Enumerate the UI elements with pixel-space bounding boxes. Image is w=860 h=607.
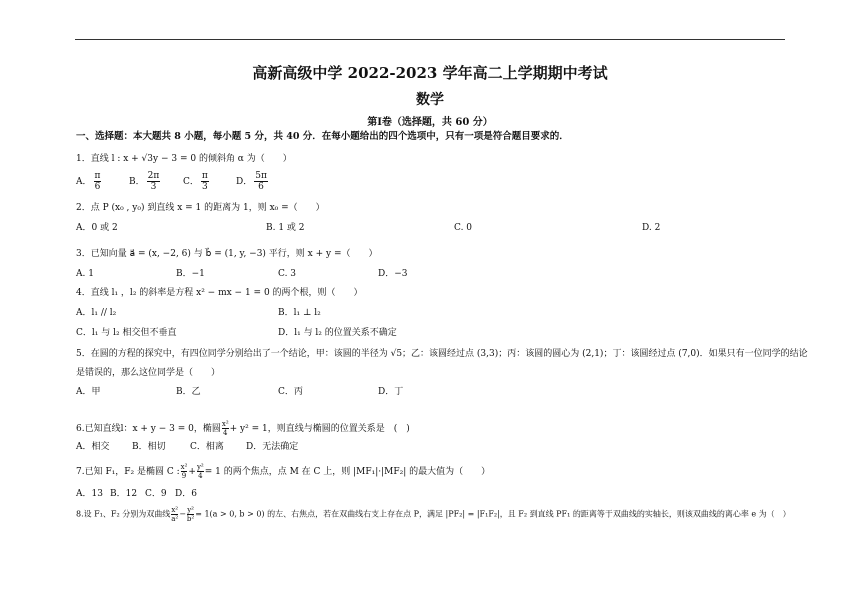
q5-option-b: B．乙 [176,387,201,397]
q4-option-a: A．l₁ // l₂ [76,308,117,318]
q5-option-a: A．甲 [76,387,101,397]
question-3-stem: 3．已知向量 a⃗ = (x, −2, 6) 与 b⃗ = (1, y, −3) 平行，则 x + y =（ ） [76,249,378,259]
question-5-stem-line2: 是错误的，那么这位同学是（ ） [76,368,221,378]
q2-option-c: C. 0 [454,223,473,233]
q3-option-c: C. 3 [278,269,297,279]
q2-option-a: A．0 或 2 [76,223,118,233]
q3-option-a: A. 1 [76,269,94,279]
q3-option-b: B．−1 [176,269,205,279]
question-2-stem: 2．点 P (x₀ , y₀) 到直线 x = 1 的距离为 1，则 x₀ =（ ） [76,203,325,213]
q2-option-d: D. 2 [642,223,661,233]
q4-option-d: D．l₁ 与 l₂ 的位置关系不确定 [278,328,397,338]
section-heading: 一、选择题：本大题共 8 小题，每小题 5 分，共 40 分．在每小题给出的四个选项中，只有一项是符合题目要求的． [76,131,569,142]
q3-option-d: D．−3 [378,269,408,279]
q7-option-a: A．13 [76,489,103,499]
question-7-stem: 7.已知 F₁，F₂ 是椭圆 C : $\frac{\text{x²}}{9}$ + $\frac{\text{y²}}{4}$ = 1 的两个焦点，点 M 在 C 上，则 |MF₁|·|MF₂| 的最大值为（ ） [76,463,491,480]
q7-option-d: D．6 [175,489,197,499]
q5-option-c: C．丙 [278,387,303,397]
q6-option-b: B．相切 [132,442,166,452]
q4-option-c: C．l₁ 与 l₂ 相交但不垂直 [76,328,177,338]
q1-option-b: B． $\frac{2\pi}{3}$ [129,171,160,192]
q1-option-a: A． $\frac{\pi}{6}$ [76,171,101,192]
q6-option-c: C．相离 [190,442,224,452]
exam-subject: 数学 [416,92,444,108]
volume-heading: 第Ⅰ卷（选择题，共 60 分） [367,117,493,128]
q7-option-b: B．12 [110,489,138,499]
question-8-stem: 8.设 F₁、F₂ 分别为双曲线 $\frac{\text{x²}}{\text{a²}}$ − $\frac{\text{y²}}{\text{b²}}$ = 1(a > 0, b > 0) 的左、右焦点，若在双曲线右支上存在点 P，满足 |PF₂| = |F₁F₂|，且 F₂ 到直线 PF₁ 的距离等于双曲线的实轴长，则该双曲线的离心率 e 为（ ） [76,506,791,523]
question-4-stem: 4．直线 l₁ ，l₂ 的斜率是方程 x² − mx − 1 = 0 的两个根，则（ ） [76,288,363,298]
question-5-stem-line1: 5．在圆的方程的探究中，有四位同学分别给出了一个结论，甲：该圆的半径为 √5；乙：该圆经过点 (3,3)；丙：该圆的圆心为 (2,1)；丁：该圆经过点 (7,0)．如果只有一位同学的结论 [76,349,808,359]
q5-option-d: D．丁 [378,387,404,397]
q7-option-c: C．9 [145,489,167,499]
question-6-stem: 6.已知直线l：x + y − 3 = 0，椭圆 $\frac{\text{x²}}{4}$ + y² = 1，则直线与椭圆的位置关系是 ( ) [76,420,410,437]
header-rule [75,39,785,40]
q4-option-b: B．l₁ ⊥ l₂ [278,308,321,318]
q1-option-d: D． $\frac{5\pi}{6}$ [236,171,267,192]
q6-option-a: A．相交 [76,442,110,452]
question-1-stem: 1．直线 l : x + √3y − 3 = 0 的倾斜角 α 为（ ） [76,154,292,164]
q2-option-b: B. 1 或 2 [266,223,305,233]
q6-option-d: D．无法确定 [246,442,299,452]
q1-option-c: C． $\frac{\pi}{3}$ [183,171,208,192]
exam-title: 高新高级中学 2022-2023 学年高二上学期期中考试 [252,64,608,82]
